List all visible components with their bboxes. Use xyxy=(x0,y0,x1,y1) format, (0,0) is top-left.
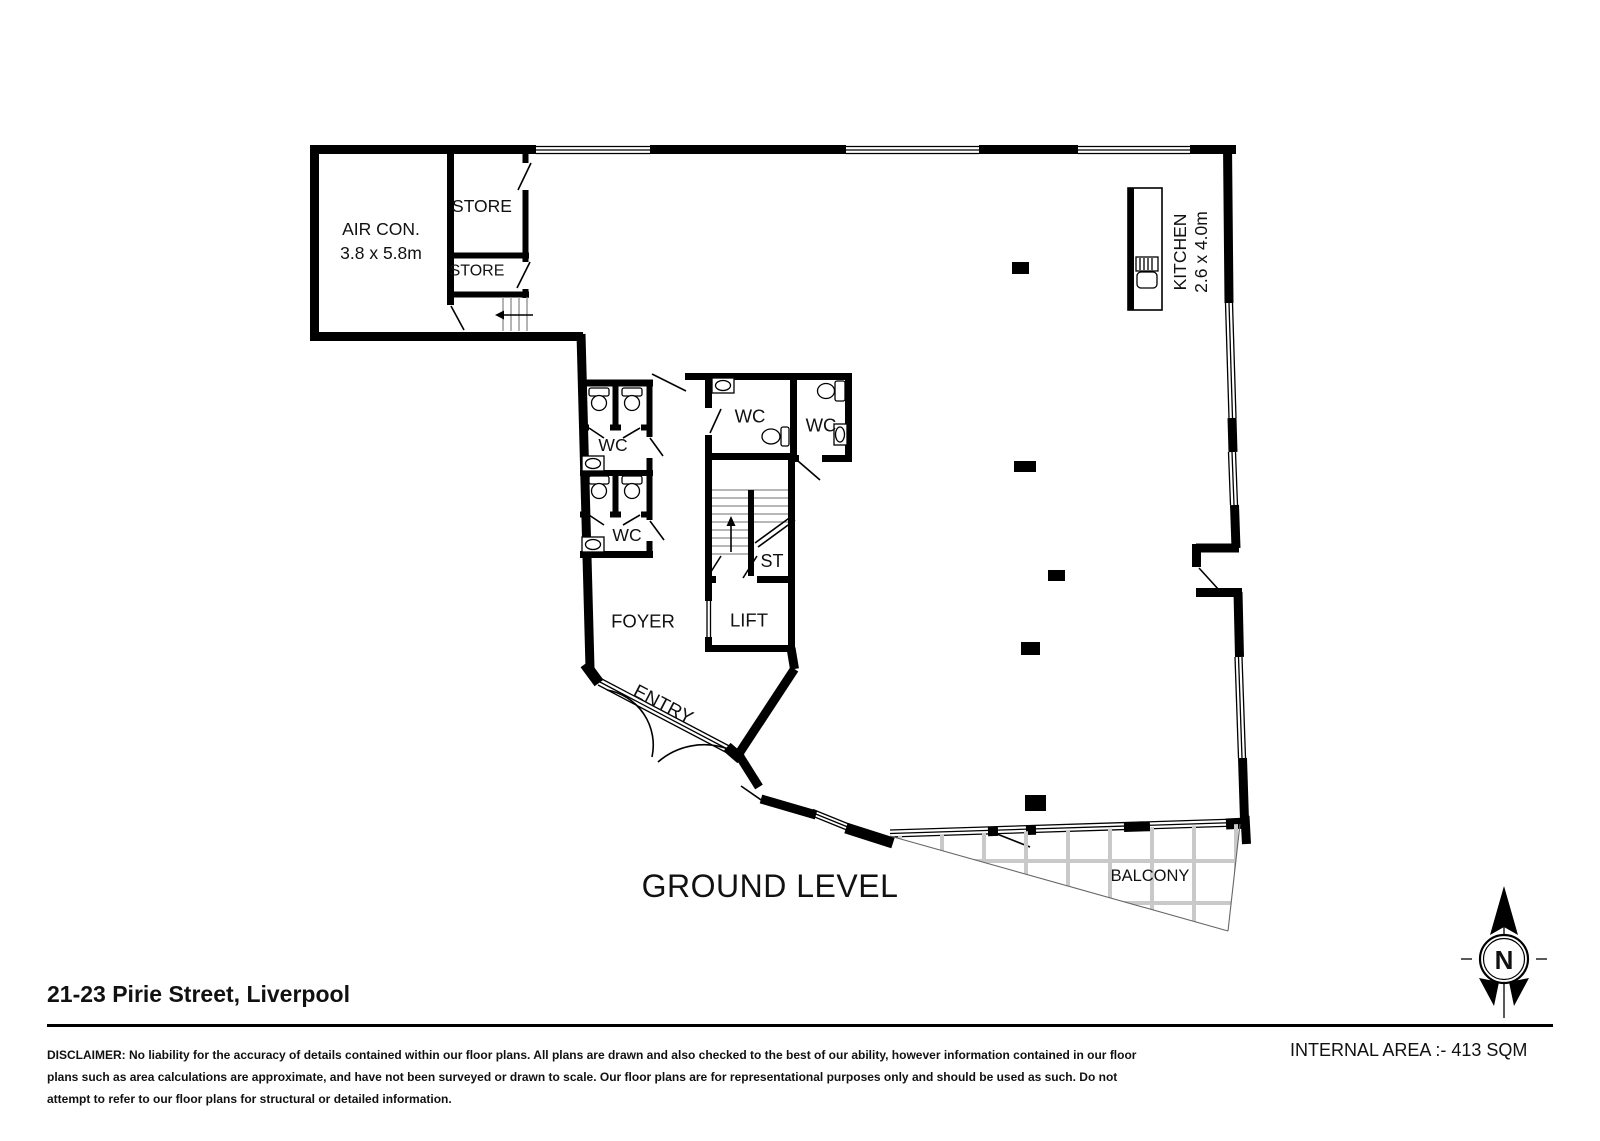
level-title: GROUND LEVEL xyxy=(641,868,899,904)
window-right-2 xyxy=(1229,452,1238,505)
room-label-balcony: BALCONY xyxy=(1110,867,1190,885)
window-right-1 xyxy=(1226,303,1237,418)
room-dims-kitchen: 2.6 x 4.0m xyxy=(1191,211,1211,293)
internal-area-text: INTERNAL AREA :- 413 SQM xyxy=(1290,1040,1528,1060)
toilet-icon xyxy=(818,381,846,401)
sink-icon xyxy=(582,456,604,471)
window-top-1 xyxy=(536,147,650,154)
compass-rose xyxy=(1461,886,1547,1018)
toilet-icon xyxy=(589,476,609,499)
structural-columns xyxy=(1012,262,1065,811)
landing-stairs xyxy=(495,297,533,331)
kitchen-sink-icon xyxy=(1136,257,1158,288)
room-label-wc-right: WC xyxy=(805,414,837,436)
window-top-2 xyxy=(846,147,979,154)
room-label-lift: LIFT xyxy=(729,609,769,631)
sink-icon xyxy=(712,378,734,393)
room-dims-air-con: 3.8 x 5.8m xyxy=(340,243,422,263)
room-label-store-lower: STORE xyxy=(449,262,505,280)
toilet-icon xyxy=(589,388,609,411)
room-label-wc-stalls-upper: WC xyxy=(598,435,628,455)
compass-north-label: N xyxy=(1494,945,1514,975)
disclaimer-text xyxy=(47,1044,1136,1110)
toilet-icon xyxy=(762,427,789,446)
sink-icon xyxy=(582,537,604,552)
room-label-wc-middle: WC xyxy=(734,405,766,427)
room-label-kitchen: KITCHEN xyxy=(1170,213,1190,291)
window-top-3 xyxy=(1078,147,1190,154)
window-entry-side xyxy=(811,810,850,831)
room-label-entry: ENTRY xyxy=(629,680,697,730)
room-label-stairs: ST xyxy=(760,551,784,571)
disclaimer-line-2: plans such as area calculations are approximate, and have not been surveyed or drawn to scale. Our floor plans are for representational purposes only and should be used as such. Do not xyxy=(47,1070,1118,1084)
balcony-area xyxy=(880,815,1250,940)
room-label-wc-stalls-lower: WC xyxy=(612,525,642,545)
window-right-3 xyxy=(1235,657,1246,758)
room-labels xyxy=(340,196,1211,904)
room-label-air-con: AIR CON. xyxy=(342,219,420,239)
footer-divider xyxy=(47,1024,1553,1027)
toilet-icon xyxy=(622,476,642,499)
property-address: 21-23 Pirie Street, Liverpool xyxy=(47,981,350,1007)
toilet-icon xyxy=(622,388,642,411)
room-label-store-upper: STORE xyxy=(452,196,512,216)
entry-double-door xyxy=(598,678,735,762)
disclaimer-line-1: DISCLAIMER: No liability for the accuracy of details contained within our floor plans. All plans are drawn and also checked to the best of our ability, however information contained in our floor xyxy=(47,1048,1137,1062)
air-con-store-block xyxy=(447,150,533,331)
disclaimer-line-3: attempt to refer to our floor plans for structural or detailed information. xyxy=(47,1092,452,1106)
room-label-foyer: FOYER xyxy=(611,610,675,632)
kitchen-counter xyxy=(1128,188,1162,310)
